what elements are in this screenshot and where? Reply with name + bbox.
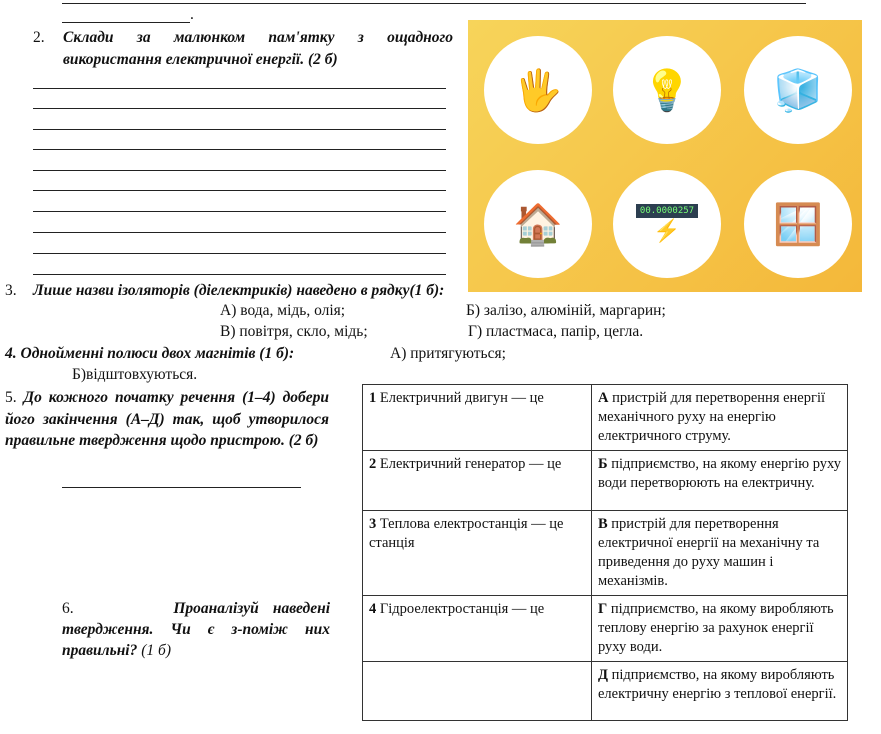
sentence-start-text: Електричний двигун — це [376, 390, 544, 406]
question-number: 5. [5, 389, 17, 406]
answer-line[interactable] [33, 170, 446, 171]
row-number: 1 [369, 390, 377, 406]
sentence-end-text: підприємство, на якому виробляють теплову енергію за рахунок енергії руху води. [598, 601, 834, 655]
answer-line [62, 3, 806, 4]
answer-line[interactable] [33, 88, 446, 89]
sentence-end-text: пристрій для перетворення електричної енергії на механічну та приведення до руху машин і механізмів. [598, 516, 820, 589]
row-letter: Д [598, 667, 608, 683]
sentence-start [363, 385, 592, 451]
answer-line[interactable] [33, 149, 446, 150]
table-row [363, 451, 848, 511]
sentence-end [592, 385, 848, 451]
question-3 [5, 280, 455, 302]
option-v[interactable]: В) повітря, скло, мідь; [220, 323, 368, 340]
question-number: 2. [33, 29, 45, 46]
answer-line[interactable] [33, 129, 446, 130]
light-switch-icon: 🖐 [484, 36, 592, 144]
answer-line[interactable] [62, 487, 301, 488]
sentence-end [592, 596, 848, 662]
question-number: 3. [5, 282, 17, 299]
period: . [190, 6, 194, 23]
row-letter: Б [598, 456, 608, 472]
option-b[interactable]: Б) залізо, алюміній, маргарин; [466, 302, 666, 319]
sentence-end [592, 662, 848, 721]
fridge-heater-icon: 🧊 [744, 36, 852, 144]
answer-line[interactable] [33, 108, 446, 109]
table-row [363, 511, 848, 596]
question-5 [5, 387, 329, 452]
row-number: 2 [369, 456, 377, 472]
sentence-end-text: пристрій для перетворення енергії механічного руху на енергію електричного струму. [598, 390, 826, 444]
sentence-start-text: Електричний генератор — це [376, 456, 562, 472]
answer-line [62, 22, 190, 23]
sentence-start [363, 451, 592, 511]
answer-line[interactable] [33, 253, 446, 254]
sentence-start [363, 662, 592, 721]
option-a[interactable]: А) вода, мідь, олія; [220, 302, 346, 319]
answer-line[interactable] [33, 211, 446, 212]
energy-saving-illustration [468, 20, 862, 292]
row-number: 4 [369, 601, 377, 617]
question-text: Проаналізуй наведені твердження. Чи є з-поміж них правильні? [62, 600, 330, 659]
row-letter: А [598, 390, 609, 406]
sentence-start-text: Гідроелектростанція — це [376, 601, 545, 617]
question-2 [33, 27, 453, 68]
sentence-start [363, 511, 592, 596]
table-row [363, 596, 848, 662]
option-b[interactable]: Б)відштовхуються. [72, 366, 198, 383]
question-text: До кожного початку речення (1–4) добери його закінчення (А–Д) так, щоб утворилося правильне твердження щодо пристрою. (2 б) [5, 389, 329, 449]
table-row [363, 662, 848, 721]
points: (1 б) [141, 642, 171, 659]
option-g[interactable]: Г) пластмаса, папір, цегла. [468, 323, 644, 340]
option-a[interactable]: А) притягуються; [390, 345, 506, 362]
answer-line[interactable] [33, 190, 446, 191]
meter-reading: 00.0000257 [636, 204, 698, 218]
sentence-end-text: підприємство, на якому енергію руху води перетворюють на електричну. [598, 456, 841, 491]
question-text: Лише назви ізоляторів (діелектриків) наведено в рядку(1 б): [33, 282, 445, 299]
sentence-start [363, 596, 592, 662]
row-letter: Г [598, 601, 608, 617]
bulb-comparison-icon: 💡 [613, 36, 721, 144]
table-row [363, 385, 848, 451]
sentence-end-text: підприємство, на якому виробляють електричну енергію з теплової енергії. [598, 667, 837, 702]
sentence-start-text: Теплова електростанція — це станція [369, 516, 564, 551]
sentence-end [592, 451, 848, 511]
sentence-end [592, 511, 848, 596]
question-4: 4. Однойменні полюси двох магнітів (1 б): [5, 345, 295, 362]
window-icon: 🪟 [744, 170, 852, 278]
answer-line[interactable] [33, 274, 446, 275]
question-number: 6. [62, 600, 74, 617]
solar-house-icon: 🏠 [484, 170, 592, 278]
question-6 [62, 598, 330, 661]
matching-table [362, 384, 848, 721]
row-letter: В [598, 516, 608, 532]
question-text: Склади за малюнком пам'ятку з ощадного використання електричної енергії. (2 б) [63, 29, 453, 68]
answer-line[interactable] [33, 232, 446, 233]
row-number: 3 [369, 516, 377, 532]
electric-meter-icon: 00.0000257 ⚡ [613, 170, 721, 278]
